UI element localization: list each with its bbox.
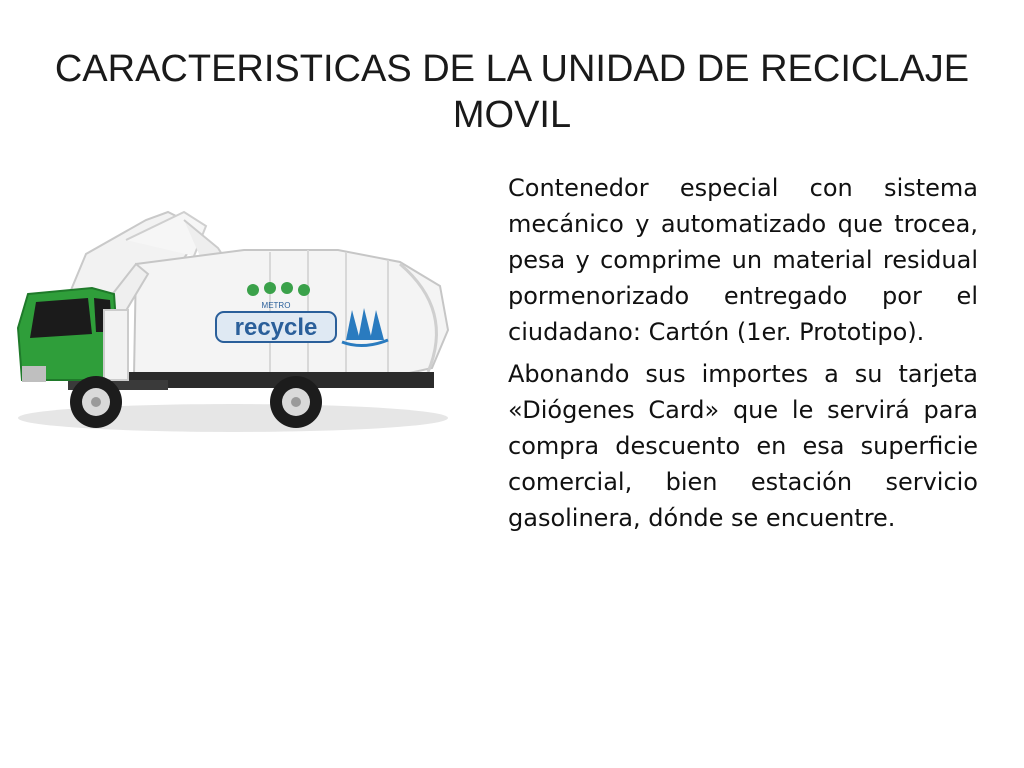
slide-title: CARACTERISTICAS DE LA UNIDAD DE RECICLAJE MOVIL	[54, 48, 970, 136]
recycling-truck-image	[8, 190, 458, 450]
recycling-truck-illustration	[8, 190, 458, 450]
front-wheel	[70, 376, 122, 428]
paragraph-diogenes-card: Abonando sus importes a su tarjeta «Diógenes Card» que le servirá para compra descuento en esa superficie comercial, bien estación servicio gasolinera, dónde se encuentre.	[508, 360, 978, 532]
truck-small-text: METRO	[261, 301, 291, 310]
rear-wheel	[270, 376, 322, 428]
paragraph-container-description: Contenedor especial con sistema mecánico y automatizado que trocea, pesa y comprime un material residual pormenorizado entregado por el ciudadano: Cartón (1er. Prototipo).	[508, 174, 978, 346]
body-text	[508, 170, 978, 542]
truck-logo-text: recycle	[234, 314, 318, 341]
